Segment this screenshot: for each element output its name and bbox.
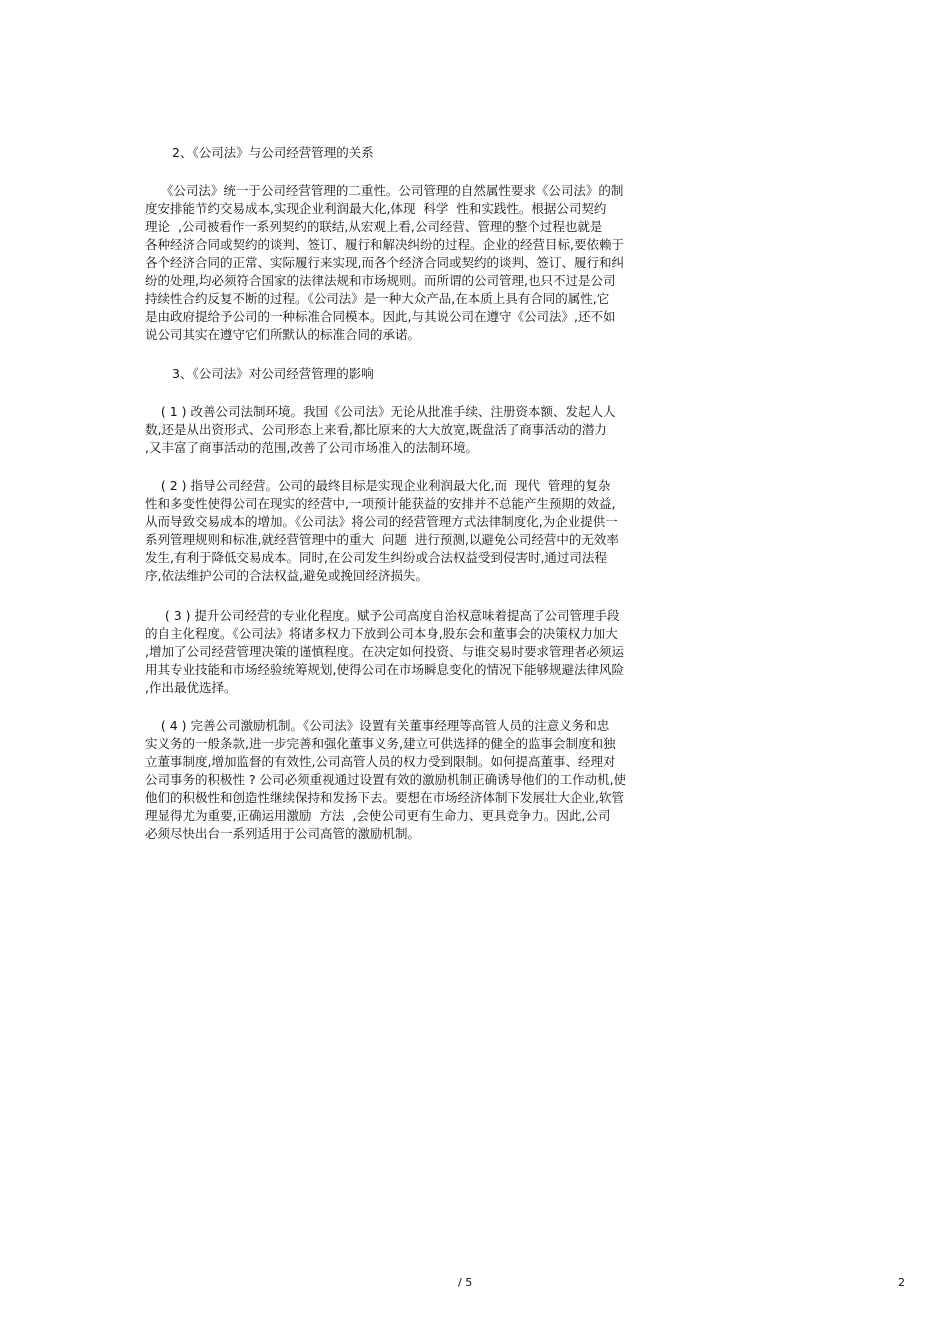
para-1-line-2: 数,还是从出资形式、公司形态上来看,都比原来的大大放宽,既盘活了商事活动的潜力 [145, 422, 607, 437]
para-4-line-2: 实义务的一般条款,进一步完善和强化董事义务,建立可供选择的健全的监事会制度和独 [145, 736, 616, 751]
section-2-heading: 2、《公司法》与公司经营管理的关系 [172, 145, 374, 160]
para-2-line-6: 序,依法维护公司的合法权益,避免或挽回经济损失。 [145, 568, 428, 583]
para-2-line-1: ( 2 ) 指导公司经营。公司的最终目标是实现企业利润最大化,而 现代 管理的复杂 [145, 478, 611, 493]
section-3-heading: 3、《公司法》对公司经营管理的影响 [172, 366, 374, 381]
para-4-line-6: 理显得尤为重要,正确运用激励 方法 ,会使公司更有生命力、更具竞争力。因此,公司 [145, 808, 611, 823]
para-3-line-4: 用其专业技能和市场经验统筹规划,使得公司在市场瞬息变化的情况下能够规避法律风险 [145, 662, 624, 677]
para-3-line-2: 的自主化程度。《公司法》将诸多权力下放到公司本身,股东会和董事会的决策权力加大 [145, 626, 618, 641]
section-2-line-4: 各种经济合同或契约的谈判、签订、履行和解决纠纷的过程。企业的经营目标,要依赖于 [145, 237, 624, 252]
section-2-line-6: 纷的处理,均必须符合国家的法律法规和市场规则。而所谓的公司管理,也只不过是公司 [145, 273, 616, 288]
para-4-line-5: 他们的积极性和创造性继续保持和发扬下去。要想在市场经济体制下发展壮大企业,软管 [145, 790, 624, 805]
section-2-line-7: 持续性合约反复不断的过程。《公司法》是一种大众产品,在本质上具有合同的属性,它 [145, 291, 610, 306]
section-2-line-3: 理论 ,公司被看作一系列契约的联结,从宏观上看,公司经营、管理的整个过程也就是 [145, 219, 603, 234]
para-2-line-3: 从而导致交易成本的增加。《公司法》将公司的经营管理方式法律制度化,为企业提供一 [145, 514, 618, 529]
section-2-line-9: 说公司其实在遵守它们所默认的标准合同的承诺。 [145, 327, 421, 342]
para-3-line-1: ( 3 ) 提升公司经营的专业化程度。赋予公司高度自治权意味着提高了公司管理手段 [145, 608, 620, 623]
para-2-line-4: 系列管理规则和标准,就经营管理中的重大 问题 进行预测,以避免公司经营中的无效率 [145, 532, 619, 547]
para-2-line-2: 性和多变性使得公司在现实的经营中,一项预计能获益的安排并不总能产生预期的效益, [145, 496, 616, 511]
para-2-line-5: 发生,有利于降低交易成本。同时,在公司发生纠纷或合法权益受到侵害时,通过司法程 [145, 550, 607, 565]
para-3-line-3: ,增加了公司经营管理决策的谨慎程度。在决定如何投资、与谁交易时要求管理者必须运 [145, 644, 624, 659]
page-total: / 5 [458, 1276, 473, 1289]
para-4-line-1: ( 4 ) 完善公司激励机制。《公司法》设置有关董事经理等高管人员的注意义务和忠 [145, 718, 610, 733]
section-2-line-1: 《公司法》统一于公司经营管理的二重性。公司管理的自然属性要求《公司法》的制 [145, 183, 624, 198]
para-4-line-3: 立董事制度,增加监督的有效性,公司高管人员的权力受到限制。如何提高董事、经理对 [145, 754, 616, 769]
page-number: 2 [898, 1276, 905, 1289]
para-3-line-5: ,作出最优选择。 [145, 680, 237, 695]
section-2-line-2: 度安排能节约交易成本,实现企业利润最大化,体现 科学 性和实践性。根据公司契约 [145, 201, 607, 216]
para-4-line-7: 必须尽快出台一系列适用于公司高管的激励机制。 [145, 826, 421, 841]
section-2-line-8: 是由政府提给予公司的一种标准合同模本。因此,与其说公司在遵守《公司法》,还不如 [145, 309, 616, 324]
para-1-line-3: ,又丰富了商事活动的范围,改善了公司市场准入的法制环境。 [145, 440, 478, 455]
para-4-line-4: 公司事务的积极性 ? 公司必须重视通过设置有效的激励机制正确诱导他们的工作动机,使 [145, 772, 627, 787]
para-1-line-1: ( 1 ) 改善公司法制环境。我国《公司法》无论从批准手续、注册资本额、发起人人 [145, 404, 616, 419]
section-2-line-5: 各个经济合同的正常、实际履行来实现,而各个经济合同或契约的谈判、签订、履行和纠 [145, 255, 624, 270]
